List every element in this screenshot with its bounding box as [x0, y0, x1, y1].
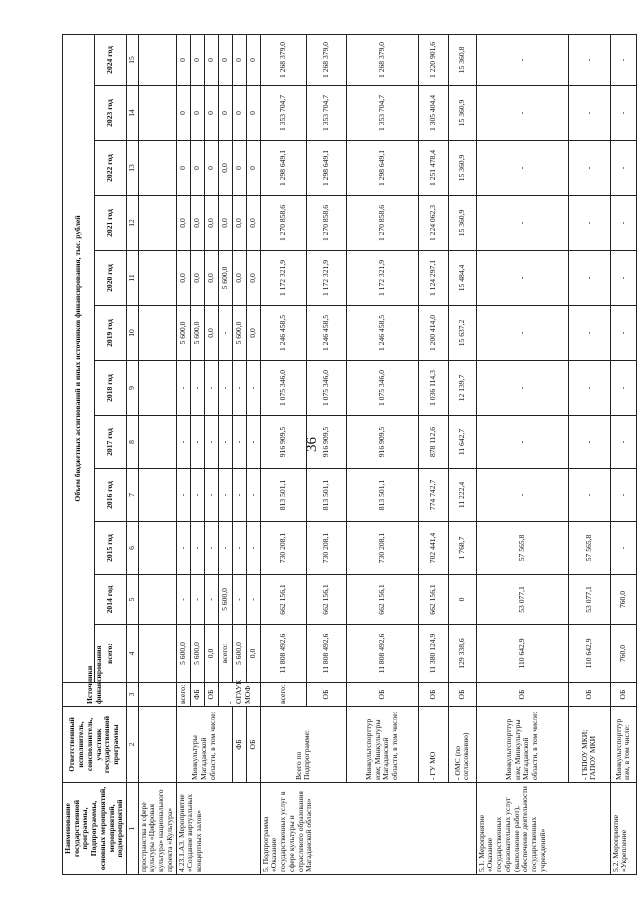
row-year-value: 0 [176, 86, 190, 141]
row-year-value: 916 909,5 [346, 416, 418, 469]
row-responsible: Минкультспорттур изм; Минкультуры Магаданской области, в том числе: [476, 707, 568, 783]
row-year-value: 15 484,4 [448, 251, 476, 306]
column-number: 10 [127, 306, 139, 361]
row-year-value: - [476, 141, 568, 196]
row-year-value: 1 298 649,1 [260, 141, 306, 196]
row-year-value: - [476, 86, 568, 141]
row-source: ОБ [448, 683, 476, 707]
row-year-value: - [176, 469, 190, 522]
row-year-value: 15 637,2 [448, 306, 476, 361]
row-year-value: 662 156,1 [306, 575, 346, 625]
row-total: 760,0 [610, 625, 636, 683]
row-responsible: - ГБПОУ МКИ; ГАПОУ МКИ [568, 707, 610, 783]
row-year-value: - [476, 361, 568, 416]
row-source: всего: [260, 683, 306, 707]
page-number: 36 [304, 437, 320, 452]
column-number-row [127, 34, 139, 874]
column-number: 11 [127, 251, 139, 306]
header-year: 2022 год [95, 141, 127, 196]
row-year-value: - [568, 141, 610, 196]
row-year-value [138, 141, 176, 196]
column-number: 8 [127, 416, 139, 469]
row-year-value: - [476, 34, 568, 85]
row-year-value: - [232, 361, 246, 416]
row-year-value: - [204, 469, 218, 522]
row-name: 5.1. Мероприятие «Оказание государственных образовательных услуг (выполнение работ), обеспечение деятельности государственных учреждений» [476, 783, 610, 875]
row-year-value: 774 742,7 [418, 469, 448, 522]
row-year-value [138, 86, 176, 141]
row-year-value: 1 270 858,6 [346, 196, 418, 251]
row-year-value: 1 305 404,4 [418, 86, 448, 141]
row-total: 0,0 [246, 625, 260, 683]
row-year-value: - [610, 196, 636, 251]
header-name: Наименование государственной программы, Подпрограммы, основных мероприятий, мероприятий, подмероприятий [63, 783, 127, 875]
row-responsible: Минкультуры Магаданской области, в том числе: [176, 707, 232, 783]
row-total: 5 600,0 [218, 575, 232, 625]
row-year-value: 1 353 704,7 [346, 86, 418, 141]
row-year-value: 0,0 [232, 251, 246, 306]
row-year-value: 5 600,0 [190, 306, 204, 361]
row-source: ОБ [476, 683, 568, 707]
row-year-value: 0 [176, 141, 190, 196]
row-name: 5.2. Мероприятие «Укрепление [610, 783, 636, 875]
column-number: 14 [127, 86, 139, 141]
column-number: 6 [127, 522, 139, 575]
row-year-value: 1 270 858,6 [306, 196, 346, 251]
row-source: ФБ [190, 683, 204, 707]
row-year-value: - [476, 196, 568, 251]
row-year-value: 5 600,0 [176, 306, 190, 361]
row-year-value: - [246, 469, 260, 522]
row-year-value: 0 [190, 34, 204, 85]
header-year: 2021 год [95, 196, 127, 251]
row-year-value: 1 268 379,0 [260, 34, 306, 85]
row-year-value: 15 360,9 [448, 141, 476, 196]
row-total: 11 808 492,6 [260, 625, 306, 683]
row-source [138, 683, 176, 707]
row-year-value: 1 200 414,0 [418, 306, 448, 361]
row-total: 110 642,9 [568, 625, 610, 683]
row-year-value: 0 [204, 141, 218, 196]
row-source: ОБ [204, 683, 218, 707]
row-year-value: - [568, 469, 610, 522]
row-year-value: 1 075 346,0 [260, 361, 306, 416]
row-year-value: - [476, 306, 568, 361]
row-year-value: 1 246 458,5 [260, 306, 306, 361]
header-total: всего: [95, 625, 127, 683]
row-year-value: - [610, 416, 636, 469]
row-total [138, 625, 176, 683]
row-year-value: 730 208,1 [306, 522, 346, 575]
row-year-value: 0,0 [218, 141, 232, 196]
row-year-value: 1 270 858,6 [260, 196, 306, 251]
table-row [448, 34, 476, 874]
row-year-value: 1 220 901,6 [418, 34, 448, 85]
table-row [610, 34, 636, 874]
row-year-value: 0 [176, 34, 190, 85]
row-year-value: 0 [232, 34, 246, 85]
row-year-value: 1 298 649,1 [346, 141, 418, 196]
row-year-value: 11 222,4 [448, 469, 476, 522]
row-year-value: 53 077,1 [476, 575, 568, 625]
row-total: 110 642,9 [476, 625, 568, 683]
row-year-value: 1 246 458,5 [306, 306, 346, 361]
row-year-value: - [190, 361, 204, 416]
row-year-value: - [218, 469, 232, 522]
header-year: 2015 год [95, 522, 127, 575]
row-year-value: 730 208,1 [260, 522, 306, 575]
header-year: 2024 год [95, 34, 127, 85]
row-year-value: 1 246 458,5 [346, 306, 418, 361]
rotated-page [62, 35, 637, 875]
row-year-value: 11 642,7 [448, 416, 476, 469]
row-year-value: 1 268 379,0 [306, 34, 346, 85]
row-year-value: 5 600,0 [232, 306, 246, 361]
row-year-value: 0,0 [246, 251, 260, 306]
row-responsible: - ГУ МО [418, 707, 448, 783]
row-year-value: 813 501,1 [306, 469, 346, 522]
row-source: ОБ [568, 683, 610, 707]
row-total: 5 600,0 [232, 625, 246, 683]
row-year-value: 0 [218, 86, 232, 141]
table-row [246, 34, 260, 874]
row-year-value: 53 077,1 [568, 575, 610, 625]
row-year-value: - [176, 416, 190, 469]
row-year-value: - [176, 361, 190, 416]
row-year-value: - [568, 86, 610, 141]
row-source: ОБ [246, 707, 260, 783]
row-year-value [138, 416, 176, 469]
row-year-value [138, 522, 176, 575]
row-year-value: 0 [218, 34, 232, 85]
header-year: 2023 год [95, 86, 127, 141]
row-name: 4.23.1.А3. Мероприятие «Создание виртуальных концертных залов» [176, 783, 260, 875]
column-number: 5 [127, 575, 139, 625]
row-year-value: - [190, 522, 204, 575]
row-year-value: - [476, 251, 568, 306]
row-year-value [138, 575, 176, 625]
row-year-value: 1 075 346,0 [306, 361, 346, 416]
row-year-value [138, 469, 176, 522]
row-year-value: 1 268 379,0 [346, 34, 418, 85]
table-row [138, 34, 176, 874]
column-number: 2 [127, 707, 139, 783]
row-year-value: 0,0 [232, 196, 246, 251]
row-year-value: 0,0 [176, 196, 190, 251]
row-year-value: - [568, 34, 610, 85]
row-year-value [138, 251, 176, 306]
row-year-value: - [568, 196, 610, 251]
row-year-value: 1 353 704,7 [306, 86, 346, 141]
row-year-value: 0,0 [190, 251, 204, 306]
header-source: Источники финансирования [63, 683, 127, 707]
row-year-value: - [176, 522, 190, 575]
financing-table [62, 34, 637, 875]
row-year-value: 1 251 478,4 [418, 141, 448, 196]
row-year-value: - [610, 34, 636, 85]
row-year-value: 15 360,8 [448, 34, 476, 85]
row-year-value: 15 360,9 [448, 86, 476, 141]
table-row [176, 34, 190, 874]
row-year-value: 0,0 [246, 306, 260, 361]
header-volume: Объем бюджетных ассигнований и иных источников финансирования, тыс. рублей [63, 34, 95, 682]
row-year-value: - [246, 416, 260, 469]
row-year-value: 0,0 [246, 196, 260, 251]
row-total: 5 600,0 [176, 625, 190, 683]
row-year-value: - [610, 86, 636, 141]
row-year-value: 0 [246, 86, 260, 141]
table-row [476, 34, 568, 874]
row-year-value: 916 909,5 [306, 416, 346, 469]
row-year-value: 878 112,6 [418, 416, 448, 469]
row-year-value: 662 156,1 [418, 575, 448, 625]
row-year-value: 662 156,1 [346, 575, 418, 625]
row-year-value: 662 156,1 [260, 575, 306, 625]
row-responsible: Минкультспорттур изм; Минкультуры Магаданской области, в том числе: [346, 707, 418, 783]
row-year-value: - [218, 416, 232, 469]
row-year-value: 1 172 321,9 [346, 251, 418, 306]
row-source: ОБ [610, 683, 636, 707]
column-number: 13 [127, 141, 139, 196]
row-year-value: - [218, 522, 232, 575]
row-responsible: - ОМС (по согласованию) [448, 707, 476, 783]
row-year-value: - [190, 416, 204, 469]
row-year-value: 760,0 [610, 575, 636, 625]
header-year: 2014 год [95, 575, 127, 625]
row-year-value: 57 565,8 [568, 522, 610, 575]
row-year-value: 1 036 114,3 [418, 361, 448, 416]
row-year-value: 0 [448, 575, 476, 625]
row-year-value: - [232, 522, 246, 575]
row-year-value: - [232, 469, 246, 522]
row-responsible: - ОГАУК МОФ [218, 683, 260, 707]
header-year: 2020 год [95, 251, 127, 306]
row-year-value: - [190, 469, 204, 522]
row-year-value: - [568, 306, 610, 361]
row-year-value: 0 [246, 34, 260, 85]
header-year: 2019 год [95, 306, 127, 361]
row-year-value: - [232, 575, 246, 625]
row-total: 5 600,0 [190, 625, 204, 683]
row-year-value: 5 600,0 [218, 251, 232, 306]
header-year: 2018 год [95, 361, 127, 416]
row-source: ФБ [232, 707, 246, 783]
row-year-value: 0 [204, 34, 218, 85]
row-year-value: 0,0 [190, 196, 204, 251]
row-year-value: 702 441,4 [418, 522, 448, 575]
row-year-value: - [204, 416, 218, 469]
column-number: 3 [127, 683, 139, 707]
row-responsible [138, 707, 176, 783]
row-year-value: 1 353 704,7 [260, 86, 306, 141]
row-source: ОБ [346, 683, 418, 707]
row-year-value: - [568, 361, 610, 416]
row-year-value: 1 124 297,1 [418, 251, 448, 306]
row-source: всего: [176, 683, 190, 707]
row-year-value: 0 [190, 141, 204, 196]
row-year-value: 0 [246, 141, 260, 196]
row-year-value: - [246, 522, 260, 575]
row-name: пространства в сфере культуры «Цифровая культура» национального проекта «Культура» [138, 783, 176, 875]
column-number: 12 [127, 196, 139, 251]
row-year-value: 730 208,1 [346, 522, 418, 575]
header-year: 2016 год [95, 469, 127, 522]
row-year-value: - [218, 306, 232, 361]
column-number: 7 [127, 469, 139, 522]
row-responsible: Всего по Подпрограмме: [260, 707, 346, 783]
row-year-value: 916 909,5 [260, 416, 306, 469]
row-total: 0,0 [204, 625, 218, 683]
row-year-value: - [610, 141, 636, 196]
row-year-value: - [476, 469, 568, 522]
row-year-value: - [246, 361, 260, 416]
row-year-value: - [246, 575, 260, 625]
row-responsible: Минкультспорттур изм, в том числе: [610, 707, 636, 783]
row-year-value: - [232, 416, 246, 469]
table-row [568, 34, 610, 874]
row-total: 11 380 124,9 [418, 625, 448, 683]
row-source: всего: [218, 625, 232, 683]
row-year-value [138, 196, 176, 251]
row-year-value: 12 139,7 [448, 361, 476, 416]
row-year-value: 0,0 [204, 251, 218, 306]
row-year-value: - [610, 361, 636, 416]
row-year-value: 1 075 346,0 [346, 361, 418, 416]
row-total: 11 808 492,6 [346, 625, 418, 683]
table-row [418, 34, 448, 874]
row-year-value: 1 172 321,9 [306, 251, 346, 306]
table-row [260, 34, 306, 874]
row-year-value: 1 298 649,1 [306, 141, 346, 196]
row-year-value: 0,0 [204, 196, 218, 251]
row-year-value: 0 [232, 141, 246, 196]
row-year-value: - [204, 522, 218, 575]
row-year-value: 0,0 [218, 196, 232, 251]
row-year-value: - [568, 416, 610, 469]
row-total: 11 808 492,6 [306, 625, 346, 683]
row-year-value [138, 361, 176, 416]
row-year-value: 813 501,1 [260, 469, 306, 522]
row-year-value: - [204, 361, 218, 416]
row-year-value: 1 224 062,3 [418, 196, 448, 251]
row-year-value: - [610, 251, 636, 306]
row-year-value: - [218, 361, 232, 416]
row-year-value: 57 565,8 [476, 522, 568, 575]
row-year-value: - [568, 251, 610, 306]
row-year-value: 0,0 [176, 251, 190, 306]
row-name: 5. Подпрограмма «Оказание государственных услуг в сфере культуры и отраслевого образования Магаданской области» [260, 783, 476, 875]
row-year-value: 15 360,9 [448, 196, 476, 251]
row-year-value: 0 [190, 86, 204, 141]
table-body [138, 34, 636, 874]
table-row [346, 34, 418, 874]
row-source: ОБ [306, 683, 346, 707]
row-year-value: 813 501,1 [346, 469, 418, 522]
row-year-value: - [176, 575, 190, 625]
row-source: ОБ [418, 683, 448, 707]
header-responsible: Ответственный исполнитель, соисполнитель, участник государственной программы [63, 707, 127, 783]
row-year-value: 0,0 [204, 306, 218, 361]
row-year-value: - [204, 575, 218, 625]
row-total: 129 338,6 [448, 625, 476, 683]
row-year-value: - [610, 306, 636, 361]
row-year-value: - [610, 469, 636, 522]
column-number: 15 [127, 34, 139, 85]
row-year-value [138, 34, 176, 85]
column-number: 9 [127, 361, 139, 416]
row-year-value: - [476, 416, 568, 469]
column-number: 4 [127, 625, 139, 683]
column-number: 1 [127, 783, 139, 875]
row-year-value: 0 [232, 86, 246, 141]
row-year-value: 1 768,7 [448, 522, 476, 575]
row-year-value: - [610, 522, 636, 575]
header-year: 2017 год [95, 416, 127, 469]
row-year-value: 1 172 321,9 [260, 251, 306, 306]
row-year-value: 0 [204, 86, 218, 141]
table-row [232, 34, 246, 874]
row-year-value [138, 306, 176, 361]
row-year-value: - [190, 575, 204, 625]
